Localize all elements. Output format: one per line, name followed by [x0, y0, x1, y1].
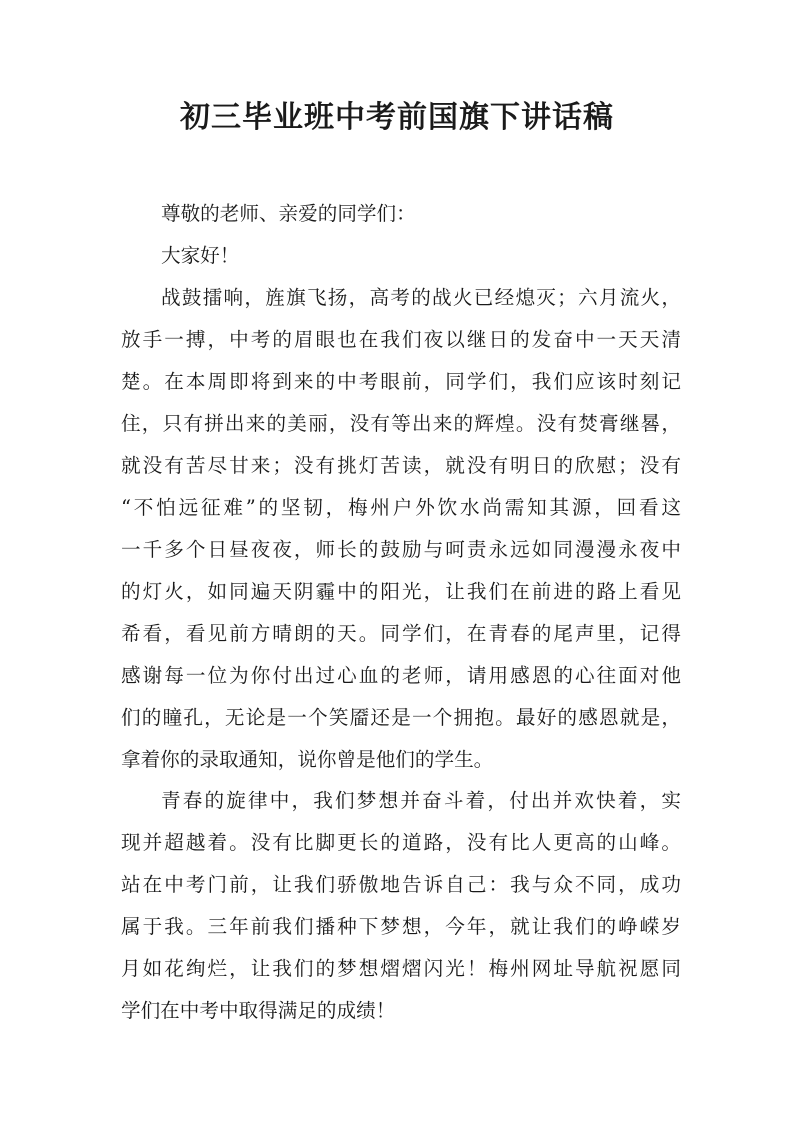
- paragraph-line: 感谢每一位为你付出过心血的老师，请用感恩的心往面对他: [121, 664, 681, 687]
- paragraph-line: 属于我。三年前我们播种下梦想，今年，就让我们的峥嵘岁: [121, 915, 681, 938]
- paragraph-line: 楚。在本周即将到来的中考眼前，同学们，我们应该时刻记: [121, 370, 681, 393]
- paragraph-line: 就没有苦尽甘来；没有挑灯苦读，就没有明日的欣慰；没有: [121, 454, 681, 477]
- paragraph-line: 希看，看见前方晴朗的天。同学们，在青春的尾声里，记得: [121, 622, 681, 645]
- paragraph-line: 住，只有拼出来的美丽，没有等出来的辉煌。没有焚膏继晷，: [121, 412, 681, 435]
- paragraph-line: 现并超越着。没有比脚更长的道路，没有比人更高的山峰。: [121, 831, 681, 854]
- paragraph-line: 月如花绚烂，让我们的梦想熠熠闪光！梅州网址导航祝愿同: [121, 957, 681, 980]
- paragraph-line: 拿着你的录取通知，说你曾是他们的学生。: [121, 748, 494, 771]
- paragraph-line: 放手一搏，中考的眉眼也在我们夜以继日的发奋中一天天清: [121, 328, 681, 351]
- salutation: 尊敬的老师、亲爱的同学们：: [161, 202, 416, 225]
- paragraph-line: 站在中考门前，让我们骄傲地告诉自己：我与众不同，成功: [121, 873, 681, 896]
- paragraph-line: 的灯火，如同遍天阴霾中的阳光，让我们在前进的路上看见: [121, 580, 681, 603]
- paragraph-line: 学们在中考中取得满足的成绩！: [121, 999, 396, 1022]
- paragraph-line: 战鼓擂响，旌旗飞扬，高考的战火已经熄灭；六月流火，: [161, 286, 681, 309]
- paragraph-line: 青春的旋律中，我们梦想并奋斗着，付出并欢快着，实: [161, 789, 681, 812]
- greeting: 大家好！: [161, 244, 240, 267]
- paragraph-line: “不怕远征难”的坚韧，梅州户外饮水尚需知其源，回看这: [121, 496, 681, 519]
- paragraph-line: 一千多个日昼夜夜，师长的鼓励与呵责永远如同漫漫永夜中: [121, 538, 681, 561]
- paragraph-line: 们的瞳孔，无论是一个笑靥还是一个拥抱。最好的感恩就是，: [121, 706, 681, 729]
- document-title: 初三毕业班中考前国旗下讲话稿: [180, 100, 614, 135]
